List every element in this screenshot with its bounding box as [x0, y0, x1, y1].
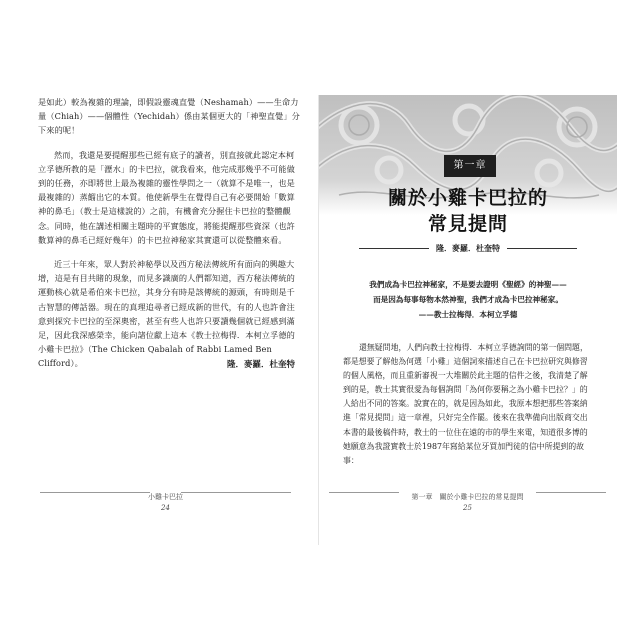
chapter-label: 第一章	[444, 155, 496, 177]
right-page-number: 25	[463, 504, 472, 512]
right-page	[318, 95, 616, 545]
footer-rule	[181, 492, 291, 493]
left-paragraph: 是如此）較為複雜的理論，即假設靈魂直覺（Neshamah）——生命力量（Chiah）——個體性（Yechidah）係由某個更大的「神聖直覺」分下來的呢！	[38, 97, 300, 136]
left-signature: 隆．麥羅．杜奎特	[226, 360, 295, 370]
left-page-body	[38, 95, 300, 381]
left-page	[22, 95, 309, 545]
right-paragraph: 還無疑問地，人們向教士拉梅得．本柯立孚德詢問的第一個問題，都是想要了解他為何選「小雞」這個詞來描述自己在卡巴拉研究與修習的個人風格，而且重新審視一大堆關於此主題的信件之後，我清楚了解到的是，教士其實很愛為每個詢問「為何你要稱之為小雞卡巴拉？」的人給出不同的答案。說實在的，就是因為如此，我原本想把那些答案納進「常見提問」這一章裡，只好完全作罷。後來在我準備向出版商交出本書的最後稿件時，教士的一位住在遠的市的學生來電，知道很多博的她願意為我證實教士於1987年寫給某位牙買加門徒的信中所提到的故事：	[343, 343, 588, 465]
chapter-title-line1: 關於小雞卡巴拉的	[387, 187, 548, 209]
right-footer-title: 第一章 關於小雞卡巴拉的常見提問	[411, 493, 524, 501]
left-page-number: 24	[161, 504, 170, 512]
author-name: 隆．麥羅．杜奎特	[436, 243, 500, 253]
epigraph-attribution: ——教士拉梅得．本柯立孚德	[418, 310, 518, 319]
footer-rule	[40, 492, 150, 493]
footer-rule	[329, 492, 399, 493]
left-footer	[22, 492, 309, 512]
left-paragraph: 近三十年來，眾人對於神秘學以及西方秘法傳統所有面向的興趣大增，這是有目共睹的現象，而見多識廣的人們都知道，西方秘法傳統的運動核心就是希伯來卡巴拉，其身分有時是該傳統的源頭，有時則是千古智慧的傳話器。現在的真理追尋者已經成新的世代，有的人也許會注意到探究卡巴拉的至深奧密，甚至有些人也許只要讀幾個就已經感到滿足，因此我深感榮幸，能向諸位獻上這本《教士拉梅得．本柯立孚德的小雞卡巴拉》（The Chicken Qabalah of Rabbi Lamed Ben Clifford）。	[38, 259, 295, 369]
right-page-body	[343, 341, 593, 468]
chapter-title-line2: 常見提問	[427, 213, 508, 235]
right-footer	[319, 492, 616, 512]
left-paragraph: 然而，我還是要提醒那些已經有底子的讀者，別直接就此認定本柯立孚德所教的是「瀝水」的卡巴拉，就我看來，他完成那幾乎不可能做到的任務，亦即將世上最為複雜的靈性學問之一（就算不是唯一，也是最複雜的）蒸餾出它的本質。他使新學生在覺得自己有必要開始「數算神的鼻毛」（教士是這樣說的）之前，有機會充分握住卡巴拉的整體觀念。同時，他在講述相關主題時的平實態度，將能提醒那些資深（也許數算神的鼻毛已經好幾年）的卡巴拉神秘家其實還可以從整體來看。	[38, 149, 295, 245]
epigraph-line: 而是因為每事每物本然神聖，我們才成為卡巴拉神秘家。	[373, 295, 563, 304]
left-footer-title: 小雞卡巴拉	[148, 493, 183, 501]
chapter-author	[359, 241, 577, 255]
epigraph-line: 我們成為卡巴拉神秘家，不是要去證明《聖經》的神聖——	[369, 280, 567, 289]
footer-rule	[536, 492, 606, 493]
